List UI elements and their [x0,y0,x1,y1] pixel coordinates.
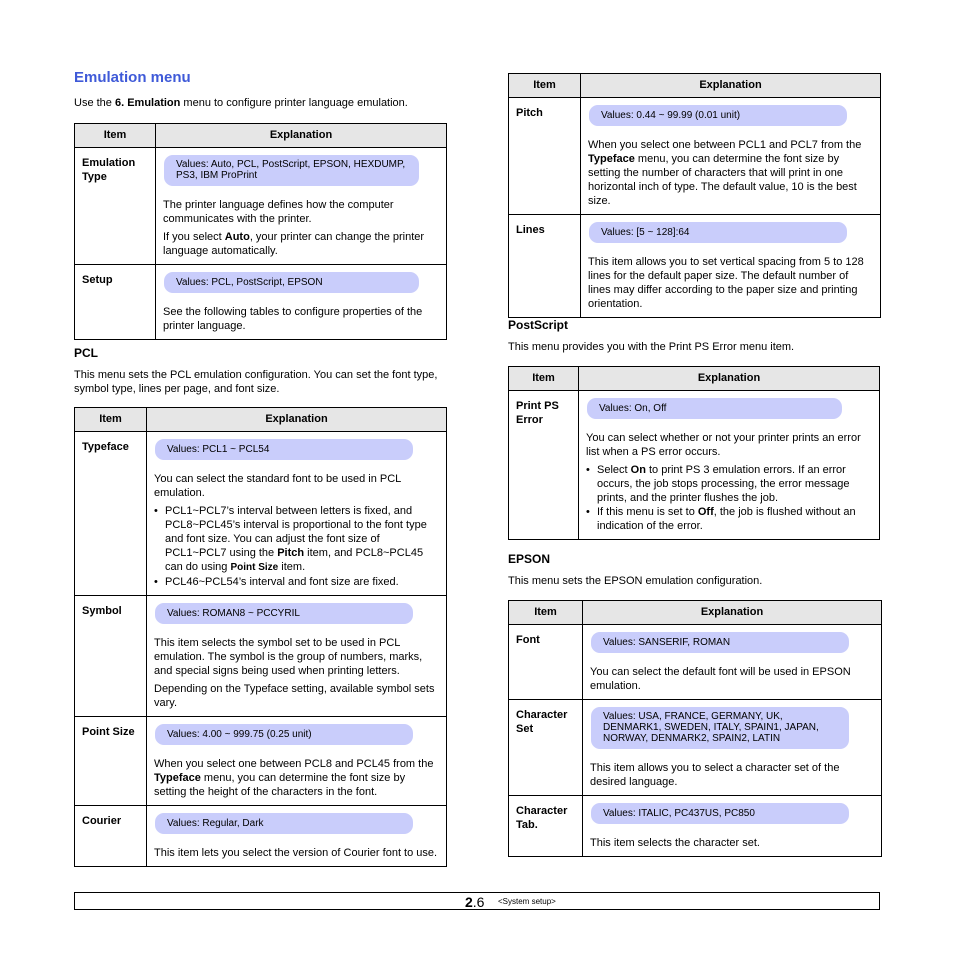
column-header-item: Item [509,601,583,625]
table-row [75,596,447,717]
values-badge: Values: Regular, Dark [155,813,413,834]
table-row [75,148,447,265]
values-badge: Values: On, Off [587,398,842,419]
values-badge: Values: PCL1 ~ PCL54 [155,439,413,460]
table-row [75,432,447,596]
emulation-table [74,123,447,340]
row-item-emulation-type: Emulation Type [75,148,156,265]
column-header-item: Item [509,367,579,391]
row-item-print-ps-error: Print PS Error [509,391,579,540]
list-item: • PCL1~PCL7’s interval between letters is fixed, and PCL8~PCL45’s interval is proportional to the font type and font size. You can adjust the font size of PCL1~PCL7 using the Pitch item, and PCL8~PCL45 can do using Point Size item. [154,504,439,575]
column-header-explanation: Explanation [581,74,881,98]
epson-intro: This menu sets the EPSON emulation configuration. [508,575,763,587]
row-description: You can select the standard font to be used in PCL emulation. [154,473,401,499]
table-row [509,700,882,796]
column-header-explanation: Explanation [156,124,447,148]
list-item: • PCL46~PCL54’s interval and font size are fixed. [154,575,439,589]
row-description: You can select the default font will be used in EPSON emulation. [590,666,851,692]
row-item-character-tab: Character Tab. [509,796,583,857]
section-title: Emulation menu [74,69,191,86]
row-description: You can select whether or not your printer prints an error list when a PS error occurs. [586,432,861,458]
table-row [509,625,882,700]
list-item: • Select On to print PS 3 emulation errors. If an error occurs, the job stops processing, the error message prints, and the printer flushes the job. [586,463,872,505]
pcl-intro: This menu sets the PCL emulation configuration. You can set the font type, symbol type, lines per page, and font size. [74,369,438,395]
column-header-item: Item [75,408,147,432]
pcl-table-continued [508,73,881,318]
table-row [509,215,881,318]
row-description: The printer language defines how the computer communicates with the printer. [163,199,394,225]
emulation-intro: Use the 6. Emulation menu to configure printer language emulation. [74,97,408,109]
page-footer [74,892,880,910]
table-row [75,806,447,867]
row-description: If you select Auto, your printer can change the printer language automatically. [163,231,425,257]
row-description: This item allows you to set vertical spacing from 5 to 128 lines for the default paper size. The default number of lines may differ according to the paper size and printing orientation. [588,256,864,310]
page-number: 2.6 [465,894,485,910]
values-badge: Values: USA, FRANCE, GERMANY, UK, DENMARK1, SWEDEN, ITALY, SPAIN1, JAPAN, NORWAY, DENMARK2, SPAIN2, LATIN [591,707,849,749]
row-item-courier: Courier [75,806,147,867]
row-item-typeface: Typeface [75,432,147,596]
column-header-item: Item [75,124,156,148]
row-item-character-set: Character Set [509,700,583,796]
pcl-heading: PCL [74,346,98,360]
row-item-lines: Lines [509,215,581,318]
values-badge: Values: SANSERIF, ROMAN [591,632,849,653]
table-row [509,796,882,857]
values-badge: Values: ROMAN8 ~ PCCYRIL [155,603,413,624]
row-item-symbol: Symbol [75,596,147,717]
epson-heading: EPSON [508,552,551,566]
list-item: • If this menu is set to Off, the job is flushed without an indication of the error. [586,505,872,533]
row-description: Depending on the Typeface setting, available symbol sets vary. [154,683,435,709]
column-header-explanation: Explanation [579,367,880,391]
footer-section-label: <System setup> [498,897,556,906]
values-badge: Values: 0.44 ~ 99.99 (0.01 unit) [589,105,847,126]
row-description: This item allows you to select a character set of the desired language. [590,762,840,788]
values-badge: Values: PCL, PostScript, EPSON [164,272,419,293]
epson-table [508,600,882,857]
values-badge: Values: [5 ~ 128]:64 [589,222,847,243]
pcl-table [74,407,447,867]
row-description: When you select one between PCL8 and PCL45 from the Typeface menu, you can determine the font size by setting the height of the characters in the font. [154,758,434,798]
column-header-item: Item [509,74,581,98]
row-item-font: Font [509,625,583,700]
row-description: This item lets you select the version of Courier font to use. [154,847,438,859]
row-description: See the following tables to configure properties of the printer language. [163,306,423,332]
table-row [509,391,880,540]
row-description: When you select one between PCL1 and PCL7 from the Typeface menu, you can determine the font size by setting the number of characters that will print in one horizontal inch of type. The default value, 10 is the best size. [588,139,862,207]
values-badge: Values: Auto, PCL, PostScript, EPSON, HEXDUMP, PS3, IBM ProPrint [164,155,419,186]
table-row [509,98,881,215]
row-description: This item selects the character set. [590,837,760,849]
postscript-table [508,366,880,540]
table-row [75,265,447,340]
column-header-explanation: Explanation [583,601,882,625]
row-item-pitch: Pitch [509,98,581,215]
row-item-setup: Setup [75,265,156,340]
row-item-point-size: Point Size [75,717,147,806]
table-row [75,717,447,806]
values-badge: Values: ITALIC, PC437US, PC850 [591,803,849,824]
values-badge: Values: 4.00 ~ 999.75 (0.25 unit) [155,724,413,745]
column-header-explanation: Explanation [147,408,447,432]
postscript-heading: PostScript [508,318,569,332]
postscript-intro: This menu provides you with the Print PS Error menu item. [508,341,795,353]
row-description: This item selects the symbol set to be used in PCL emulation. The symbol is the group of numbers, marks, and special signs being used when printing letters. [154,637,423,677]
